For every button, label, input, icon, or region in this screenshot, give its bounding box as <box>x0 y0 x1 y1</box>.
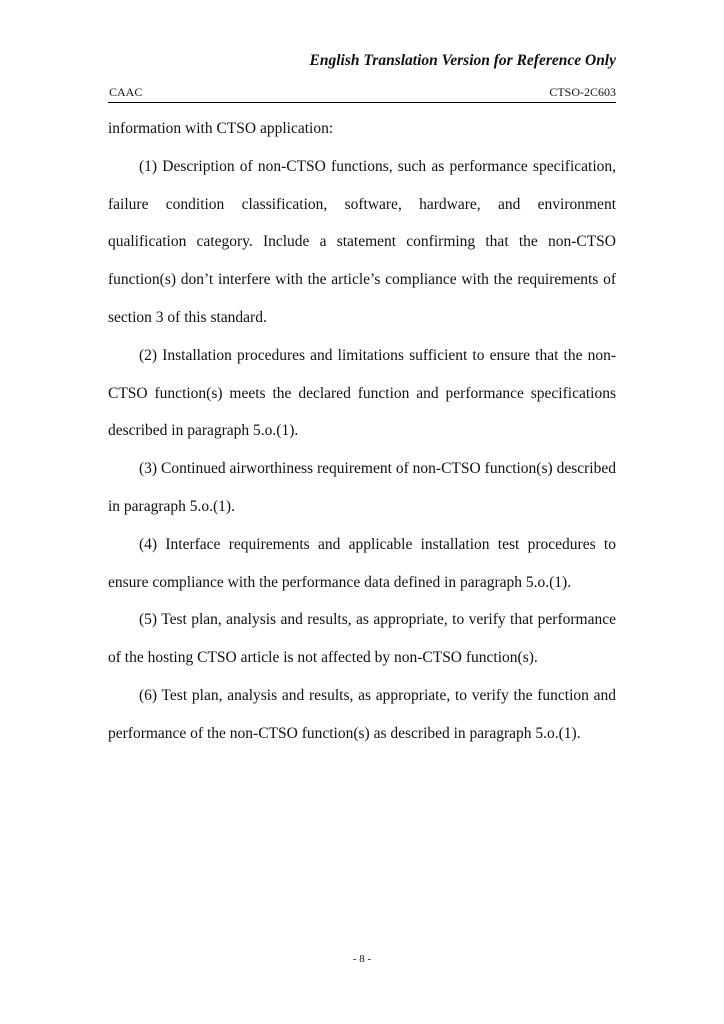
running-header <box>108 84 616 103</box>
list-item: (4) Interface requirements and applicable installation test procedures to ensure compliance with the performance data defined in paragraph 5.o.(1). <box>108 535 616 591</box>
translation-notice: English Translation Version for Reference Only <box>309 52 616 69</box>
header-document-number: CTSO-2C603 <box>549 85 616 99</box>
body-text <box>108 110 616 753</box>
list-item: (1) Description of non-CTSO functions, such as performance specification, failure condition classification, software, hardware, and environment qualification category. Include a statement confirming that the non-CTSO function(s) don’t interfere with the article’s compliance with the requirements of section 3 of this standard. <box>108 157 616 326</box>
page-number: - 8 - <box>352 953 372 965</box>
list-item: (5) Test plan, analysis and results, as appropriate, to verify that performance of the hosting CTSO article is not affected by non-CTSO function(s). <box>108 611 616 667</box>
list-item: (2) Installation procedures and limitations sufficient to ensure that the non-CTSO function(s) meets the declared function and performance specifications described in paragraph 5.o.(1). <box>108 346 616 440</box>
list-item: (6) Test plan, analysis and results, as appropriate, to verify the function and performance of the non-CTSO function(s) as described in paragraph 5.o.(1). <box>108 686 616 742</box>
header-organization: CAAC <box>109 85 143 99</box>
lead-paragraph: information with CTSO application: <box>108 120 334 137</box>
list-item: (3) Continued airworthiness requirement of non-CTSO function(s) described in paragraph 5.o.(1). <box>108 460 616 515</box>
